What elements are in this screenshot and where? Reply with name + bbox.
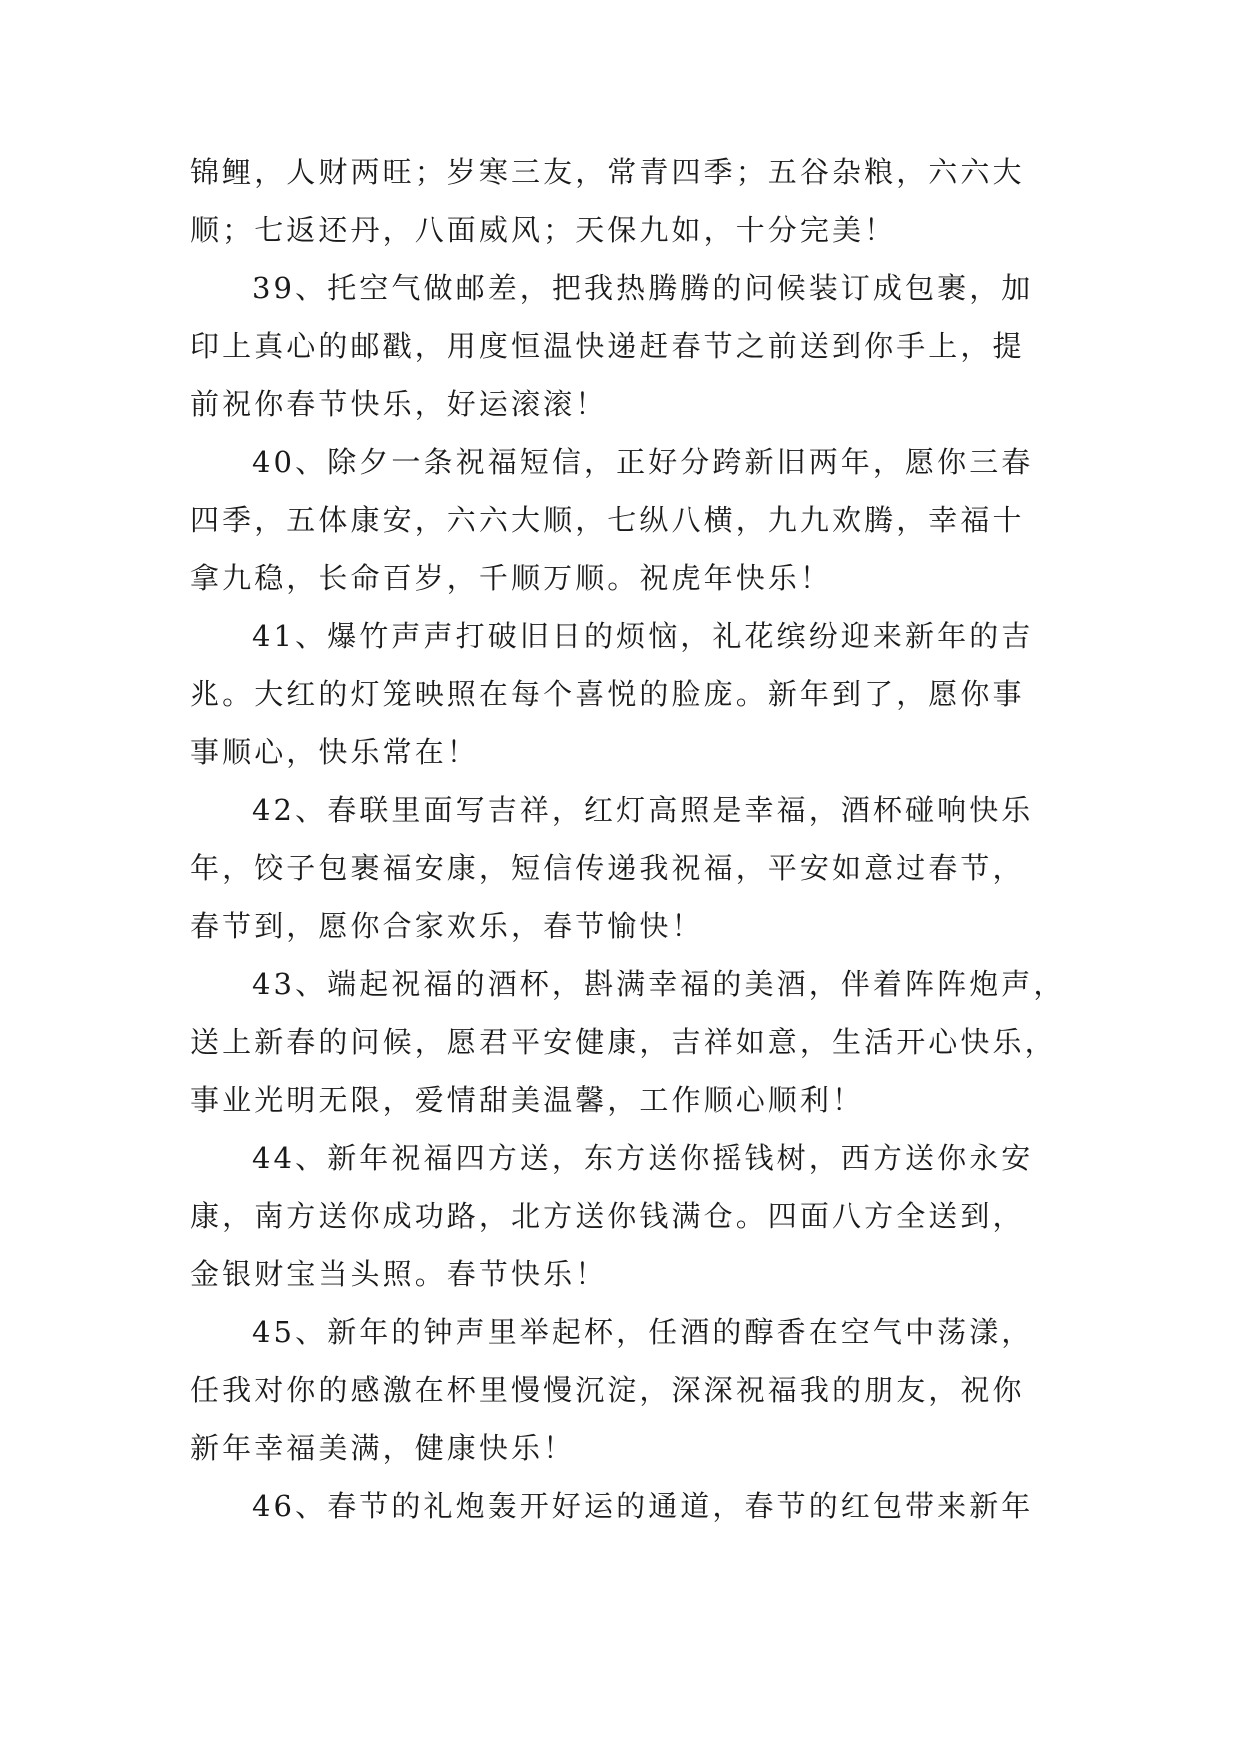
text-line: 康，南方送你成功路，北方送你钱满仓。四面八方全送到， [190,1199,1025,1233]
paragraph-start-line: 43、端起祝福的酒杯，斟满幸福的美酒，伴着阵阵炮声， [252,967,1066,1001]
text-line: 拿九稳，长命百岁，千顺万顺。祝虎年快乐！ [190,561,833,595]
text-line: 新年幸福美满，健康快乐！ [190,1431,576,1465]
text-line: 兆。大红的灯笼映照在每个喜悦的脸庞。新年到了，愿你事 [190,677,1025,711]
paragraph-start-line: 42、春联里面写吉祥，红灯高照是幸福，酒杯碰响快乐 [252,793,1034,827]
text-line: 金银财宝当头照。春节快乐！ [190,1257,608,1291]
text-line: 送上新春的问候，愿君平安健康，吉祥如意，生活开心快乐， [190,1025,1057,1059]
text-line: 锦鲤，人财两旺；岁寒三友，常青四季；五谷杂粮，六六大 [190,155,1025,189]
text-line: 印上真心的邮戳，用度恒温快递赶春节之前送到你手上，提 [190,329,1025,363]
text-line: 顺；七返还丹，八面威风；天保九如，十分完美！ [190,213,897,247]
paragraph-start-line: 39、托空气做邮差，把我热腾腾的问候装订成包裹，加 [252,271,1034,305]
paragraph-start-line: 45、新年的钟声里举起杯，任酒的醇香在空气中荡漾， [252,1315,1034,1349]
text-line: 任我对你的感激在杯里慢慢沉淀，深深祝福我的朋友，祝你 [190,1373,1025,1407]
paragraph-start-line: 44、新年祝福四方送，东方送你摇钱树，西方送你永安 [252,1141,1034,1175]
paragraph-start-line: 46、春节的礼炮轰开好运的通道，春节的红包带来新年 [252,1489,1034,1523]
text-line: 前祝你春节快乐，好运滚滚！ [190,387,608,421]
text-line: 事顺心，快乐常在！ [190,735,479,769]
text-line: 事业光明无限，爱情甜美温馨，工作顺心顺利！ [190,1083,865,1117]
text-line: 四季，五体康安，六六大顺，七纵八横，九九欢腾，幸福十 [190,503,1025,537]
text-line: 春节到，愿你合家欢乐，春节愉快！ [190,909,704,943]
text-line: 年，饺子包裹福安康，短信传递我祝福，平安如意过春节， [190,851,1025,885]
paragraph-start-line: 40、除夕一条祝福短信，正好分跨新旧两年，愿你三春 [252,445,1034,479]
paragraph-start-line: 41、爆竹声声打破旧日的烦恼，礼花缤纷迎来新年的吉 [252,619,1034,653]
